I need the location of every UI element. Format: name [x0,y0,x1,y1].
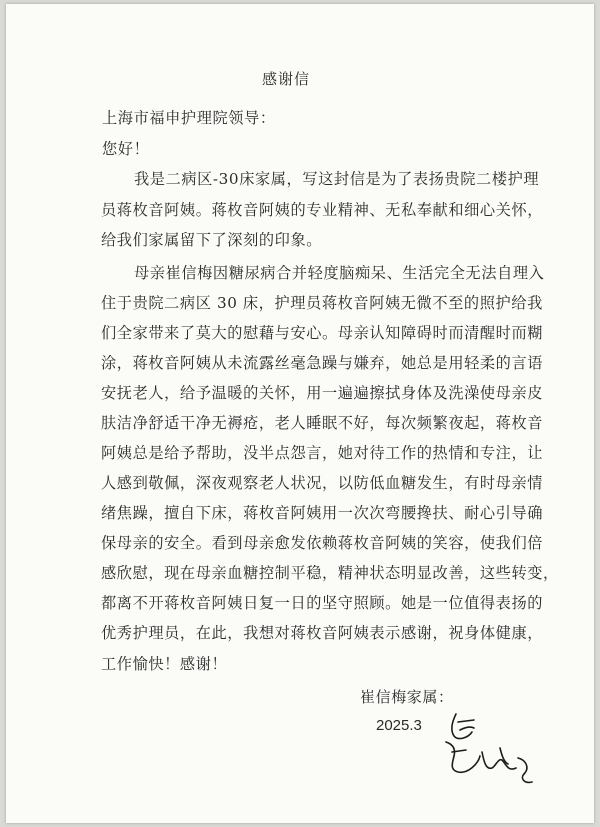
paragraph2-line: 肤洁净舒适干净无褥疮，老人睡眠不好，每次频繁夜起，蒋枚音 [101,414,544,432]
letter-paper [6,4,594,823]
paragraph1-line: 员蒋枚音阿姨。蒋枚音阿姨的专业精神、无私奉献和细心关怀， [101,201,544,219]
paragraph2-line: 住于贵院二病区 30 床，护理员蒋枚音阿姨无微不至的照护给我 [101,294,543,312]
paragraph2-line: 优秀护理员，在此，我想对蒋枚音阿姨表示感谢，祝身体健康， [101,624,544,642]
salutation: 上海市福申护理院领导： [102,109,276,127]
signature-name: 崔信梅家属： [360,688,454,706]
letter-title: 感谢信 [261,70,310,88]
signature-date: 2025.3 [376,717,422,734]
paragraph1-line: 给我们家属留下了深刻的印象。 [101,231,323,249]
paragraph2-line: 保母亲的安全。看到母亲愈发依赖蒋枚音阿姨的笑容，使我们倍 [101,534,544,552]
paragraph2-line: 绪焦躁，擅自下床，蒋枚音阿姨用一次次弯腰搀扶、耐心引导确 [101,504,544,522]
paragraph2-line: 安抚老人，给予温暖的关怀，用一遍遍擦拭身体及洗澡使母亲皮 [101,384,544,402]
paragraph2-line: 们全家带来了莫大的慰藉与安心。母亲认知障碍时而清醒时而糊 [101,324,544,342]
paragraph2-line: 感欣慰，现在母亲血糖控制平稳，精神状态明显改善，这些转变， [101,564,559,582]
handwritten-signature [438,708,538,788]
greeting: 您好！ [102,140,150,158]
paragraph2-line: 母亲崔信梅因糖尿病合并轻度脑痴呆、生活完全无法自理入 [134,264,545,282]
paragraph2-line: 工作愉快！感谢！ [101,655,228,673]
paragraph2-line: 涂，蒋枚音阿姨从未流露丝毫急躁与嫌弃，她总是用轻柔的言语 [101,354,544,372]
paragraph2-line: 人感到敬佩，深夜观察老人状况，以防低血糖发生，有时母亲情 [101,474,544,492]
paragraph2-line: 都离不开蒋枚音阿姨日复一日的坚守照顾。她是一位值得表扬的 [101,594,544,612]
paragraph2-line: 阿姨总是给予帮助，没半点怨言，她对待工作的热情和专注，让 [101,444,544,462]
paragraph1-line: 我是二病区-30床家属，写这封信是为了表扬贵院二楼护理 [134,170,540,188]
